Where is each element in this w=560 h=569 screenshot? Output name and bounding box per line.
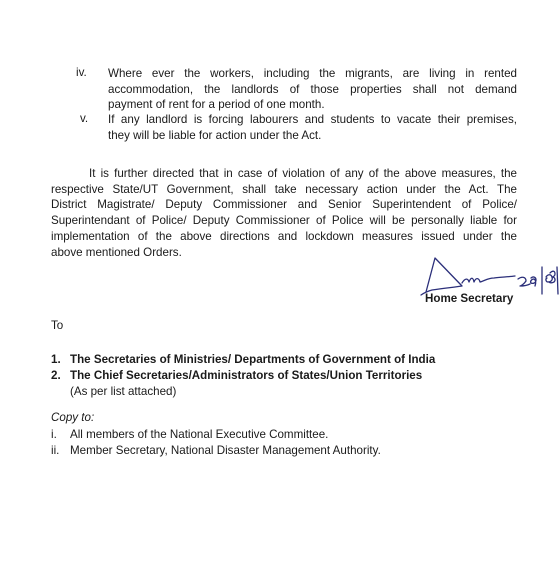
copy-item [51, 444, 381, 457]
direction-number: v. [80, 112, 89, 125]
direction-line: Where ever the workers, including the migrants, are living in rented [108, 67, 517, 80]
copy-item-number: i. [51, 428, 57, 441]
addressee-note: (As per list attached) [70, 385, 177, 398]
paragraph-line: District Magistrate/ Deputy Commissioner and Senior Superintendent of Police/ [51, 198, 517, 212]
direction-line: accommodation, the landlords of those properties shall not demand [108, 82, 517, 96]
copy-item-text: Member Secretary, National Disaster Management Authority. [70, 444, 381, 457]
paragraph-line: Superintendant of Police/ Deputy Commissioner of Police will be personally liable for [51, 214, 517, 228]
addressee-item [51, 369, 422, 382]
copy-to-label: Copy to: [51, 411, 95, 424]
paragraph-line: above mentioned Orders. [51, 245, 182, 259]
addressee-number: 1. [51, 353, 61, 366]
addressee-number: 2. [51, 369, 61, 382]
addressee-item [51, 353, 435, 366]
copy-item [51, 428, 328, 441]
direction-item [108, 66, 517, 113]
to-label: To [51, 319, 64, 332]
copy-item-number: ii. [51, 444, 60, 457]
directive-paragraph [51, 166, 517, 260]
signatory-title: Home Secretary [425, 292, 514, 305]
direction-number: iv. [76, 66, 87, 79]
direction-line: payment of rent for a period of one month. [108, 98, 325, 111]
paragraph-line: respective State/UT Government, shall take necessary action under the Act. The [51, 182, 517, 196]
direction-line: If any landlord is forcing labourers and students to vacate their premises, [108, 113, 517, 126]
paragraph-line: implementation of the above directions and lockdown measures issued under the [51, 229, 517, 243]
direction-item [108, 112, 517, 143]
addressee-text: The Chief Secretaries/Administrators of States/Union Territories [70, 369, 423, 382]
paragraph-line: It is further directed that in case of violation of any of the above measures, the [89, 167, 517, 180]
direction-line: they will be liable for action under the Act. [108, 128, 322, 142]
addressee-text: The Secretaries of Ministries/ Departments of Government of India [70, 353, 436, 366]
copy-item-text: All members of the National Executive Committee. [70, 428, 329, 441]
